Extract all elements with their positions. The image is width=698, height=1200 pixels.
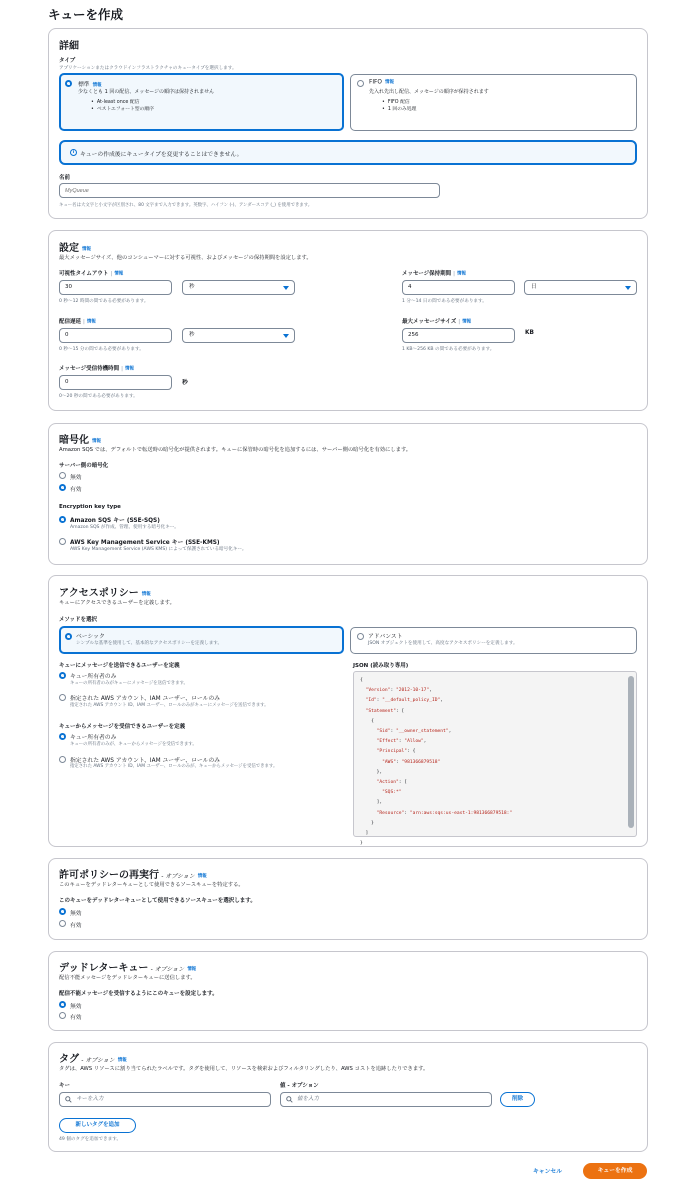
sse-enabled-label: 有効 <box>70 487 82 493</box>
create-queue-button[interactable]: キューを作成 <box>583 1163 647 1179</box>
send-specified-desc: 指定された AWS アカウント ID、IAM ユーザー、ロールのみがキューにメッセージを送信できます。 <box>70 703 269 708</box>
dlq-select-label: 配信不能メッセージを受信するようにこのキューを設定します。 <box>59 991 218 997</box>
delay-unit-value: 秒 <box>189 332 195 338</box>
info-link[interactable]: 情報 <box>114 271 124 277</box>
type-change-alert <box>59 140 637 165</box>
visibility-unit-select[interactable] <box>182 280 295 295</box>
advanced-desc: JSON オブジェクトを使用して、高度なアクセスポリシーを定義します。 <box>368 641 518 646</box>
delay-unit-select[interactable] <box>182 328 295 343</box>
max-size-label: 最大メッセージサイズ <box>402 319 457 325</box>
dlq-panel <box>48 951 648 1031</box>
alert-text: キューの作成後にキュータイプを変更することはできません。 <box>80 152 243 158</box>
receive-specified-title: 指定された AWS アカウント、IAM ユーザー、ロールのみ <box>70 758 221 764</box>
send-owner-radio[interactable] <box>59 672 66 679</box>
access-policy-desc: キューにアクセスできるユーザーを定義します。 <box>59 600 175 606</box>
fifo-radio[interactable] <box>357 80 364 87</box>
fifo-bullet: • 1 回のみ処理 <box>382 107 416 114</box>
receive-owner-radio[interactable] <box>59 733 66 740</box>
sse-disabled-radio[interactable] <box>59 472 66 479</box>
access-policy-title: アクセスポリシー <box>59 588 139 599</box>
info-link[interactable]: 情報 <box>384 80 394 85</box>
send-owner-title: キュー所有者のみ <box>70 674 117 680</box>
info-link[interactable]: 情報 <box>141 592 151 597</box>
delay-label: 配信遅延 <box>59 319 82 325</box>
policy-json-text: { "Version": "2012-10-17", "Id": "__default_policy_ID", "Statement": [ { "Sid": "__owner_statement", "Effect": "Allow", "Principal": { "AWS": "981366879518" }, "Action": [ "SQS:*" ], "Resource": "arn:aws:sqs:us-east-1:981366879518:" } ] } <box>360 678 513 847</box>
tags-title: タグ <box>59 1054 79 1065</box>
fifo-title: FIFO <box>369 79 382 86</box>
optional-tag: - オプション <box>150 966 185 973</box>
standard-radio[interactable] <box>65 80 72 87</box>
visibility-hint: 0 秒〜12 時間の間である必要があります。 <box>59 299 149 304</box>
retention-period-input[interactable]: 4 <box>402 280 515 295</box>
standard-bullets <box>91 100 154 113</box>
tag-key-label: キー <box>59 1083 71 1089</box>
info-link[interactable]: 情報 <box>82 247 91 252</box>
details-title: 詳細 <box>59 41 79 52</box>
max-size-hint: 1 KB〜256 KB の間である必要があります。 <box>402 347 495 352</box>
redrive-disabled-label: 無効 <box>70 911 82 917</box>
send-owner-desc: キューの所有者のみがキューにメッセージを送信できます。 <box>70 681 188 686</box>
tag-value-placeholder: 値を入力 <box>297 1096 320 1102</box>
method-label: メソッドを選択 <box>59 617 98 623</box>
advanced-radio[interactable] <box>357 633 364 640</box>
info-link[interactable]: 情報 <box>457 271 467 277</box>
settings-panel: 設定 情報 最大メッセージサイズ、他のコンシューマーに対する可視性、およびメッセージの保持期間を設定します。 可視性タイムアウト | 情報 30 秒 0 秒〜12 時間の間である必要があります。 メッセージ保持期間 | 情報 4 日 1 分〜14 日の間である必要があります。 配信遅延 | 情報 0 秒 0 秒〜15 分の間である必要があります。 最大メッセージサイズ | 情報 256 KB 1 KB〜256 KB の間である必要があります。 メッセージ受信待機時間 | 情報 0 秒 0〜20 秒の間である必要があります。 <box>48 230 648 411</box>
name-label: 名前 <box>59 175 71 181</box>
dlq-title: デッドレターキュー <box>59 963 149 974</box>
policy-json-viewer <box>353 671 637 847</box>
page-title: キューを作成 <box>48 7 124 22</box>
sse-sqs-desc: Amazon SQS が作成、管理、使用する暗号化キー。 <box>70 525 179 530</box>
tags-hint: 49 個のタグを追加できます。 <box>59 1137 122 1142</box>
receive-wait-time-input[interactable]: 0 <box>59 375 172 390</box>
max-size-unit: KB <box>525 330 534 336</box>
receive-owner-title: キュー所有者のみ <box>70 735 117 741</box>
retention-label: メッセージ保持期間 <box>402 271 452 277</box>
name-hint: キュー名は大文字と小文字が区別され、80 文字まで入力できます。英数字、ハイフン (-)、アンダースコア (_) を使用できます。 <box>59 203 313 208</box>
key-type-label: Encryption key type <box>59 504 121 510</box>
caret-down-icon <box>283 286 289 290</box>
fifo-bullets <box>382 100 416 113</box>
delay-hint: 0 秒〜15 分の間である必要があります。 <box>59 347 144 352</box>
dlq-disabled-radio[interactable] <box>59 1001 66 1008</box>
dlq-enabled-radio[interactable] <box>59 1012 66 1019</box>
retention-unit-value: 日 <box>531 284 537 290</box>
fifo-bullet: • FIFO 配信 <box>382 100 416 107</box>
optional-tag: - オプション <box>81 1057 115 1064</box>
receive-owner-desc: キューの所有者のみが、キューからメッセージを受信できます。 <box>70 742 197 747</box>
receive-specified-desc: 指定された AWS アカウント ID、IAM ユーザー、ロールのみが、キューからメッセージを受信できます。 <box>70 764 278 769</box>
send-label: キューにメッセージを送信できるユーザーを定義 <box>59 663 180 669</box>
standard-bullet: • At-least once 配信 <box>91 100 154 107</box>
tag-key-input[interactable] <box>59 1092 271 1107</box>
dlq-enabled-label: 有効 <box>70 1015 82 1021</box>
settings-desc: 最大メッセージサイズ、他のコンシューマーに対する可視性、およびメッセージの保持期間を設定します。 <box>59 255 312 261</box>
type-standard-tile[interactable] <box>59 73 344 131</box>
wait-label: メッセージ受信待機時間 <box>59 366 120 372</box>
wait-unit: 秒 <box>182 380 188 386</box>
type-desc: アプリケーションまたはクラウドインフラストラクチャのキュータイプを選択します。 <box>59 66 237 71</box>
redrive-allow-panel <box>48 858 648 940</box>
max-message-size-input[interactable]: 256 <box>402 328 515 343</box>
tags-desc: タグは、AWS リソースに割り当てられたラベルです。タグを使用して、リソースを検索およびフィルタリングしたり、AWS コストを追跡したりできます。 <box>59 1066 429 1072</box>
remove-tag-button[interactable]: 削除 <box>500 1092 535 1107</box>
method-advanced-tile[interactable] <box>350 627 637 654</box>
sse-kms-desc: AWS Key Management Service (AWS KMS) によって保護されている暗号化キー。 <box>70 547 247 552</box>
json-label: JSON (読み取り専用) <box>353 663 409 669</box>
info-link[interactable]: 情報 <box>462 319 472 325</box>
fifo-desc: 先入れ先出し配信、メッセージの順序が保持されます <box>369 89 489 95</box>
sse-sqs-radio[interactable] <box>59 516 66 523</box>
advanced-title: アドバンスト <box>368 634 403 640</box>
send-specified-radio[interactable] <box>59 694 66 701</box>
caret-down-icon <box>283 334 289 338</box>
standard-bullet: • ベストエフォート型の順序 <box>91 107 154 114</box>
encryption-panel <box>48 423 648 565</box>
visibility-unit-value: 秒 <box>189 284 195 290</box>
access-policy-panel <box>48 575 648 847</box>
standard-title: 標準 <box>78 82 90 88</box>
dlq-desc: 配信不能メッセージをデッドレターキューに送信します。 <box>59 975 196 981</box>
info-link[interactable]: 情報 <box>187 967 197 972</box>
wait-hint: 0〜20 秒の間である必要があります。 <box>59 394 138 399</box>
basic-radio[interactable] <box>65 633 72 640</box>
sse-enabled-radio[interactable] <box>59 484 66 491</box>
visibility-timeout-input[interactable]: 30 <box>59 280 172 295</box>
redrive-allow-desc: このキューをデッドレターキューとして使用できるソースキューを特定する。 <box>59 882 244 888</box>
tags-panel <box>48 1042 648 1152</box>
search-icon <box>65 1096 72 1103</box>
cancel-button[interactable]: キャンセル <box>533 1169 562 1175</box>
dlq-disabled-label: 無効 <box>70 1004 82 1010</box>
sse-sqs-title: Amazon SQS キー (SSE-SQS) <box>70 518 160 524</box>
sse-kms-title: AWS Key Management Service キー (SSE-KMS) <box>70 540 220 546</box>
receive-specified-radio[interactable] <box>59 756 66 763</box>
receive-label: キューからメッセージを受信できるユーザーを定義 <box>59 724 186 730</box>
basic-desc: シンプルな基準を使用して、基本的なアクセスポリシーを定義します。 <box>76 641 223 646</box>
sse-disabled-label: 無効 <box>70 475 82 481</box>
search-icon <box>286 1096 293 1103</box>
info-link[interactable]: 情報 <box>92 439 101 444</box>
standard-desc: 少なくとも 1 回の配信、メッセージの順序は保持されません <box>78 89 215 95</box>
tag-value-input[interactable] <box>280 1092 492 1107</box>
tag-key-placeholder: キーを入力 <box>76 1096 104 1102</box>
optional-tag: - オプション <box>161 873 195 880</box>
redrive-enabled-radio[interactable] <box>59 920 66 927</box>
info-circle-icon: i <box>70 149 77 156</box>
method-basic-tile[interactable] <box>59 626 344 654</box>
redrive-allow-select-label: このキューをデッドレターキューとして使用できるソースキューを選択します。 <box>59 898 256 904</box>
encryption-desc: Amazon SQS では、デフォルトで転送時の暗号化が提供されます。キューに保管時の暗号化を追加するには、サーバー側の暗号化を有効にします。 <box>59 447 412 453</box>
visibility-label: 可視性タイムアウト <box>59 271 109 277</box>
sse-kms-radio[interactable] <box>59 538 66 545</box>
redrive-disabled-radio[interactable] <box>59 908 66 915</box>
type-label: タイプ <box>59 58 76 64</box>
caret-down-icon <box>625 286 631 290</box>
type-fifo-tile[interactable] <box>350 74 637 131</box>
info-link[interactable]: 情報 <box>86 319 96 325</box>
details-panel <box>48 28 648 219</box>
info-link[interactable]: 情報 <box>125 366 135 372</box>
redrive-enabled-label: 有効 <box>70 923 82 929</box>
add-tag-button[interactable]: 新しいタグを追加 <box>59 1118 136 1133</box>
basic-title: ベーシック <box>76 634 105 640</box>
retention-unit-select[interactable] <box>524 280 637 295</box>
encryption-title: 暗号化 <box>59 435 89 446</box>
json-scrollbar[interactable] <box>628 676 634 828</box>
info-link[interactable]: 情報 <box>92 82 102 88</box>
sse-label: サーバー側の暗号化 <box>59 463 109 469</box>
retention-hint: 1 分〜14 日の間である必要があります。 <box>402 299 487 304</box>
tag-value-label: 値 - オプション <box>280 1083 319 1089</box>
delivery-delay-input[interactable]: 0 <box>59 328 172 343</box>
queue-name-input[interactable] <box>59 183 440 198</box>
info-link[interactable]: 情報 <box>117 1058 127 1063</box>
info-link[interactable]: 情報 <box>197 874 207 879</box>
send-specified-title: 指定された AWS アカウント、IAM ユーザー、ロールのみ <box>70 696 221 702</box>
redrive-allow-title: 許可ポリシーの再実行 <box>59 870 159 881</box>
settings-title: 設定 <box>59 243 79 254</box>
